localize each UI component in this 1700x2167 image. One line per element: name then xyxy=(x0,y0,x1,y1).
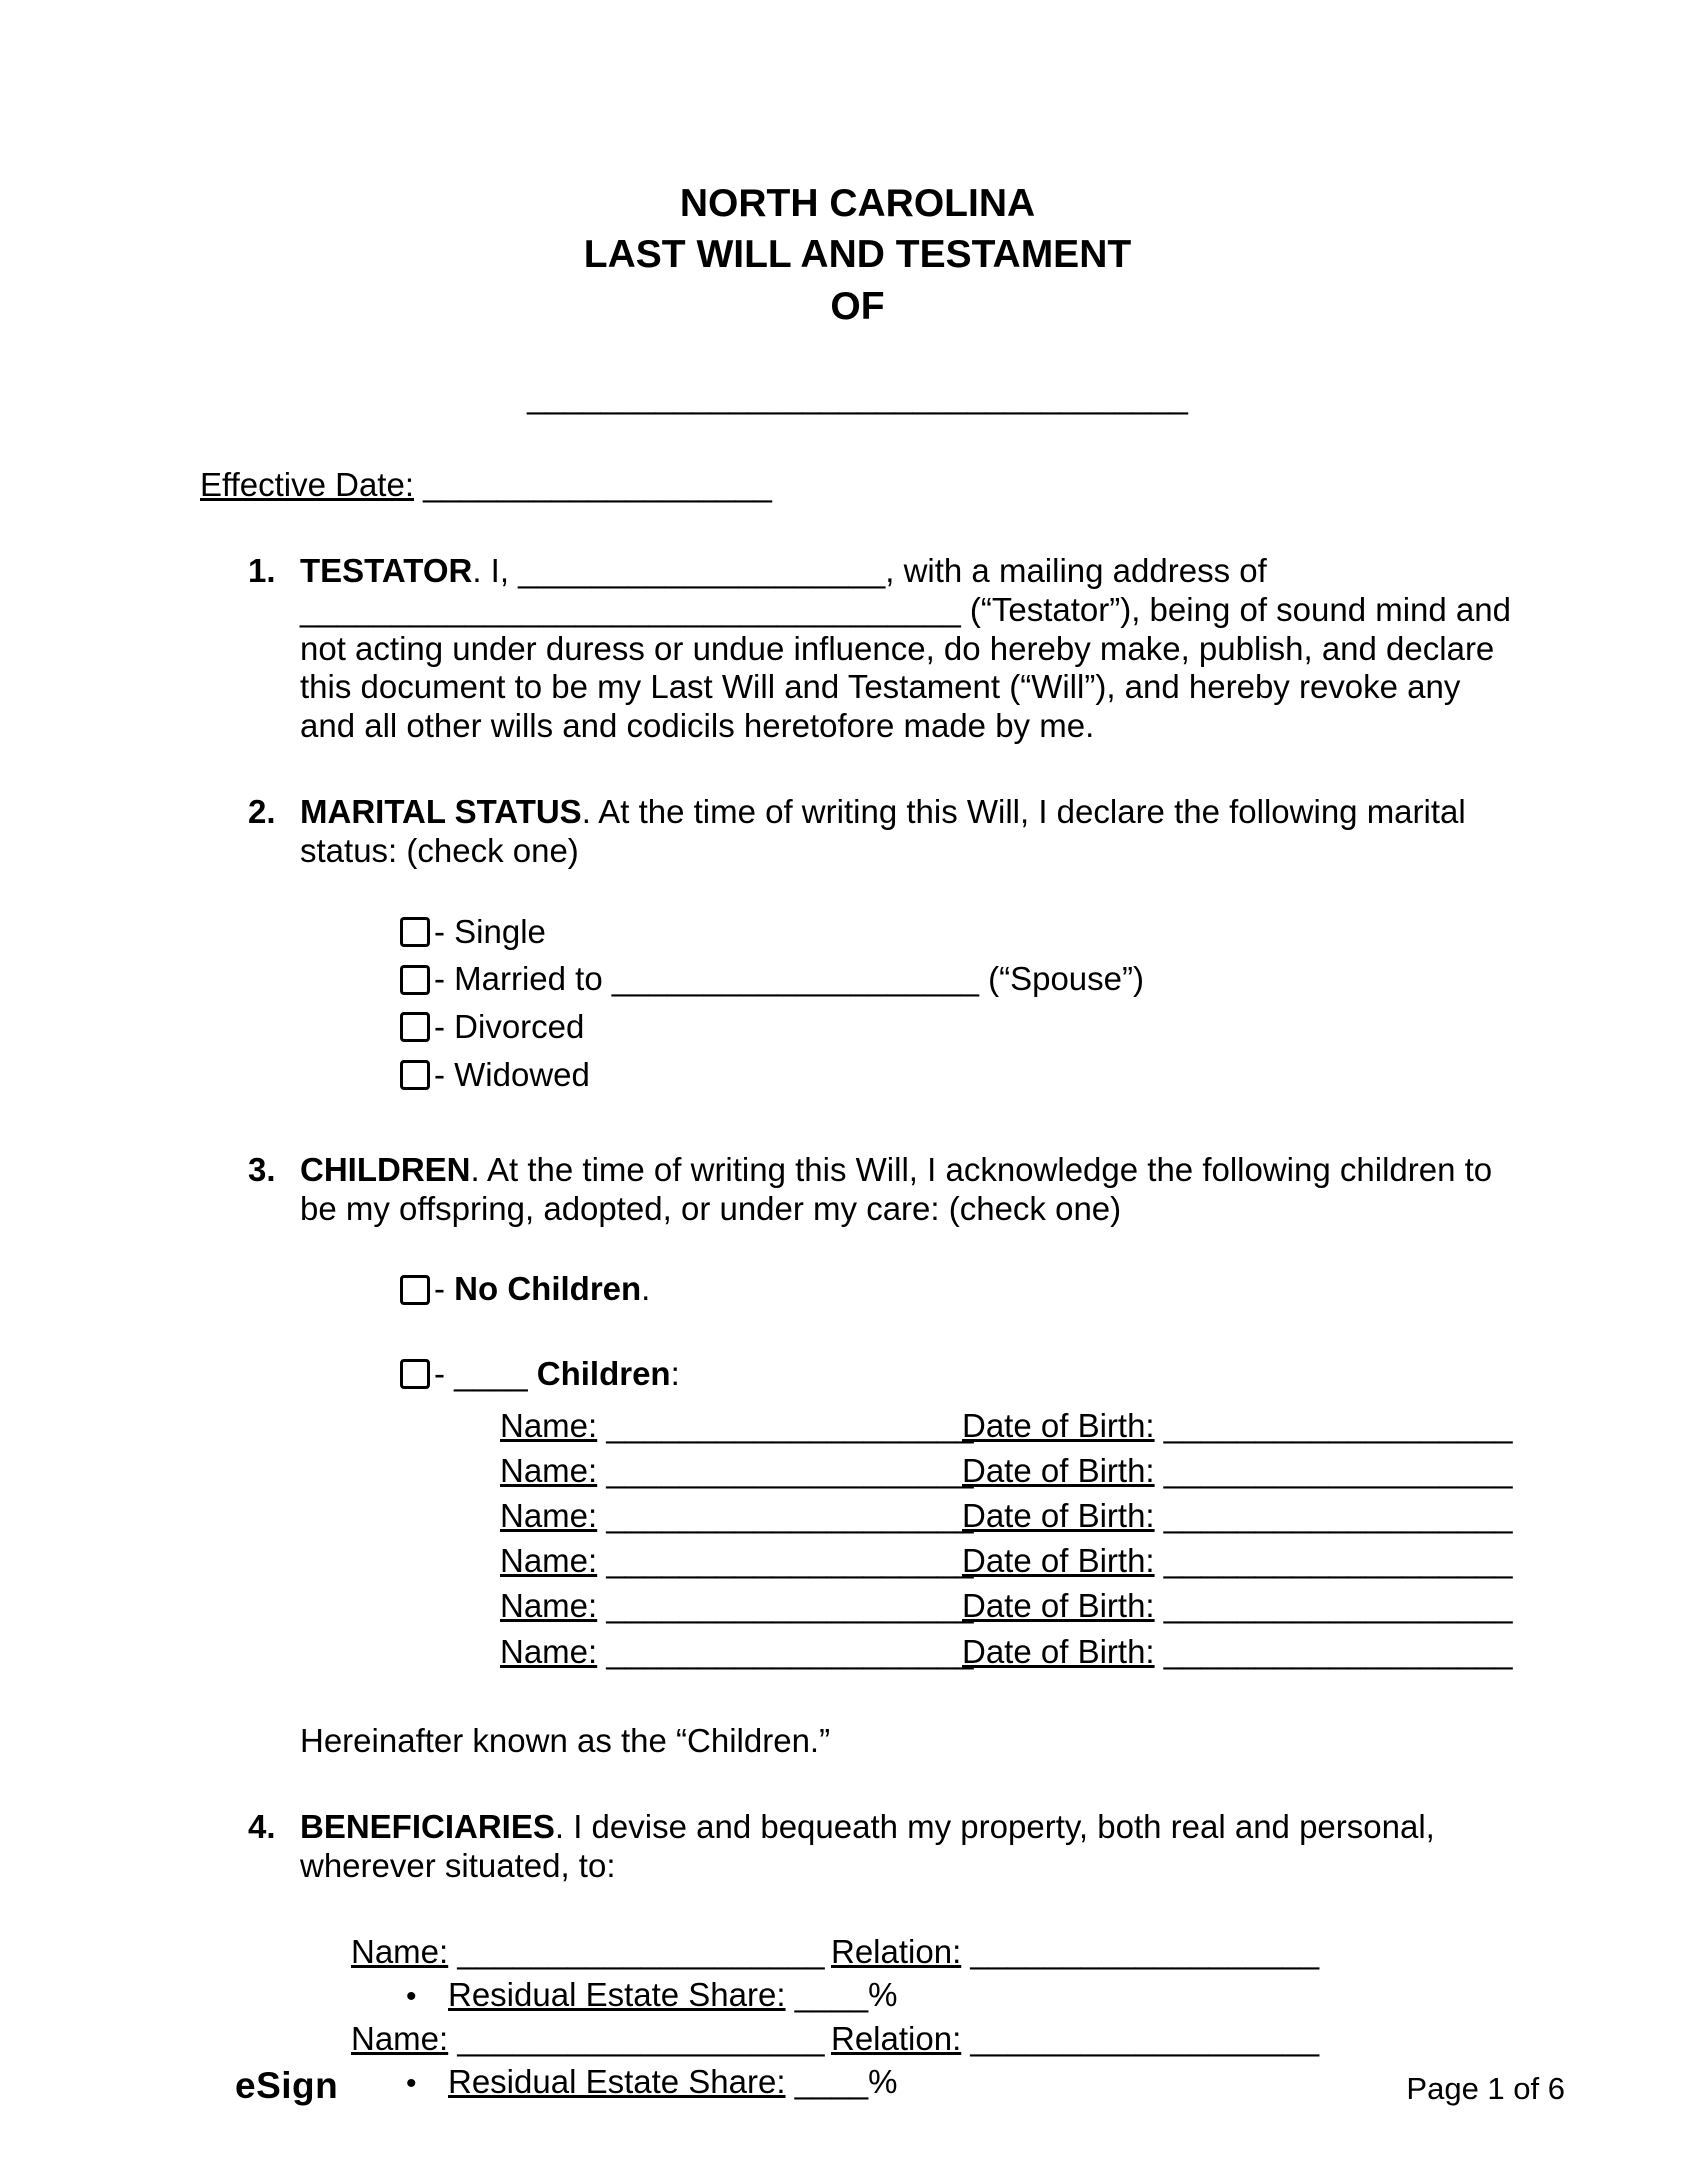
beneficiary-entry xyxy=(351,1930,1515,2017)
child-name-label: Name: xyxy=(500,1587,598,1625)
beneficiary-relation-blank: ___________________ xyxy=(961,2019,1320,2057)
children-heading: CHILDREN xyxy=(300,1151,471,1189)
option-label-no-children: - No Children. xyxy=(434,1270,651,1308)
child-name-label: Name: xyxy=(500,1451,598,1489)
checkbox-divorced[interactable] xyxy=(400,1012,430,1042)
children-options xyxy=(400,1270,1515,1393)
children-paragraph xyxy=(300,1151,1515,1228)
child-name-blank: ____________________ xyxy=(597,1406,974,1444)
option-label-has-children: - ____ Children: xyxy=(434,1354,680,1392)
beneficiaries-body-text: . I devise and bequeath my property, both real and personal, wherever situated, to: xyxy=(300,1808,1435,1884)
marital-option-married xyxy=(400,960,1515,999)
beneficiary-share-line xyxy=(406,1973,1515,2017)
child-dob-blank: ___________________ xyxy=(1154,1451,1513,1489)
marital-body-text: . At the time of writing this Will, I declare the following marital status: (check one) xyxy=(300,793,1466,870)
beneficiary-name-line xyxy=(351,1930,1515,1974)
beneficiary-name-blank: ____________________ xyxy=(448,2019,825,2057)
marital-heading: MARITAL STATUS xyxy=(300,793,582,831)
child-row xyxy=(500,1448,1515,1493)
child-name-blank: ____________________ xyxy=(597,1451,974,1489)
document-title xyxy=(200,178,1515,332)
child-dob-label: Date of Birth: xyxy=(962,1542,1155,1580)
marital-paragraph xyxy=(300,793,1515,870)
child-row xyxy=(500,1583,1515,1628)
title-line-of: OF xyxy=(830,284,885,328)
residual-share-label: Residual Estate Share: xyxy=(448,2063,786,2101)
effective-date-line xyxy=(200,466,1515,504)
checkbox-has-children[interactable] xyxy=(400,1359,430,1389)
marital-option-widowed xyxy=(400,1056,1515,1095)
testator-body-text: . I, ____________________, with a mailing address of ____________________________________ (“Testator”), being of sound mind and not acting under duress or undue influence, do hereby make, publish, and declare this document to be my Last Will and Testament (“Will”), and hereby revoke any and all other wills and codicils heretofore made by me. xyxy=(300,552,1511,744)
child-name-blank: ____________________ xyxy=(597,1632,974,1670)
beneficiaries-paragraph xyxy=(300,1808,1515,1885)
esign-logo: eSign xyxy=(235,2065,339,2106)
child-dob-label: Date of Birth: xyxy=(962,1406,1155,1444)
section-marital-status xyxy=(248,793,1515,1103)
child-dob-blank: ___________________ xyxy=(1154,1542,1513,1580)
beneficiary-name-label: Name: xyxy=(351,2019,449,2057)
child-row xyxy=(500,1493,1515,1538)
testator-heading: TESTATOR xyxy=(300,552,473,590)
beneficiary-relation-label: Relation: xyxy=(831,1932,962,1970)
option-label-married: - Married to ____________________ (“Spouse”) xyxy=(434,960,1144,998)
child-name-label: Name: xyxy=(500,1632,598,1670)
title-line-will: LAST WILL AND TESTAMENT xyxy=(583,233,1132,277)
child-name-blank: ____________________ xyxy=(597,1496,974,1534)
page-number: Page 1 of 6 xyxy=(1406,2071,1565,2106)
bullet-icon: • xyxy=(406,1980,417,2014)
residual-share-percent: % xyxy=(868,2063,898,2101)
beneficiary-name-label: Name: xyxy=(351,1932,449,1970)
child-dob-blank: ___________________ xyxy=(1154,1587,1513,1625)
section-children xyxy=(248,1151,1515,1760)
option-label-widowed: - Widowed xyxy=(434,1055,590,1093)
title-line-state: NORTH CAROLINA xyxy=(679,182,1036,225)
option-label-divorced: - Divorced xyxy=(434,1007,585,1045)
effective-date-label: Effective Date: xyxy=(200,466,415,504)
checkbox-no-children[interactable] xyxy=(400,1275,430,1305)
child-name-label: Name: xyxy=(500,1496,598,1534)
beneficiary-name-blank: ____________________ xyxy=(448,1932,825,1970)
residual-share-blank: ____ xyxy=(785,2063,869,2101)
section-number-1: 1. xyxy=(248,552,276,590)
checkbox-married[interactable] xyxy=(400,965,430,995)
child-row xyxy=(500,1403,1515,1448)
child-name-blank: ____________________ xyxy=(597,1587,974,1625)
residual-share-label: Residual Estate Share: xyxy=(448,1976,786,2014)
marital-option-divorced xyxy=(400,1008,1515,1047)
marital-option-single xyxy=(400,913,1515,952)
children-option-count xyxy=(400,1355,1515,1394)
section-number-4: 4. xyxy=(248,1808,276,1846)
bullet-icon: • xyxy=(406,2067,417,2101)
child-row xyxy=(500,1629,1515,1674)
beneficiary-name-line xyxy=(351,2017,1515,2061)
child-dob-label: Date of Birth: xyxy=(962,1632,1155,1670)
children-option-none xyxy=(400,1270,1515,1309)
child-dob-label: Date of Birth: xyxy=(962,1451,1155,1489)
section-number-3: 3. xyxy=(248,1151,276,1189)
children-footnote: Hereinafter known as the “Children.” xyxy=(300,1721,831,1759)
page-footer xyxy=(235,2065,1565,2107)
child-dob-blank: ___________________ xyxy=(1154,1496,1513,1534)
children-table xyxy=(500,1403,1515,1674)
testator-name-blank: ____________________________________ xyxy=(527,378,1188,416)
child-dob-label: Date of Birth: xyxy=(962,1587,1155,1625)
section-testator xyxy=(248,552,1515,745)
checkbox-widowed[interactable] xyxy=(400,1060,430,1090)
residual-share-percent: % xyxy=(868,1976,898,2014)
marital-options xyxy=(400,913,1515,1094)
residual-share-blank: ____ xyxy=(785,1976,869,2014)
beneficiary-relation-label: Relation: xyxy=(831,2019,962,2057)
beneficiaries-heading: BENEFICIARIES xyxy=(300,1808,555,1846)
child-dob-blank: ___________________ xyxy=(1154,1632,1513,1670)
child-name-label: Name: xyxy=(500,1406,598,1444)
option-label-single: - Single xyxy=(434,912,546,950)
checkbox-single[interactable] xyxy=(400,917,430,947)
child-name-label: Name: xyxy=(500,1542,598,1580)
children-body-text: . At the time of writing this Will, I acknowledge the following children to be my offspring, adopted, or under my care: (check one) xyxy=(300,1151,1493,1227)
child-dob-blank: ___________________ xyxy=(1154,1406,1513,1444)
effective-date-blank: ___________________ xyxy=(414,466,772,504)
testator-paragraph xyxy=(300,552,1515,745)
child-row xyxy=(500,1538,1515,1583)
beneficiary-relation-blank: ___________________ xyxy=(961,1932,1320,1970)
section-beneficiaries xyxy=(248,1808,1515,2104)
child-dob-label: Date of Birth: xyxy=(962,1496,1155,1534)
child-name-blank: ____________________ xyxy=(597,1542,974,1580)
section-number-2: 2. xyxy=(248,793,276,831)
